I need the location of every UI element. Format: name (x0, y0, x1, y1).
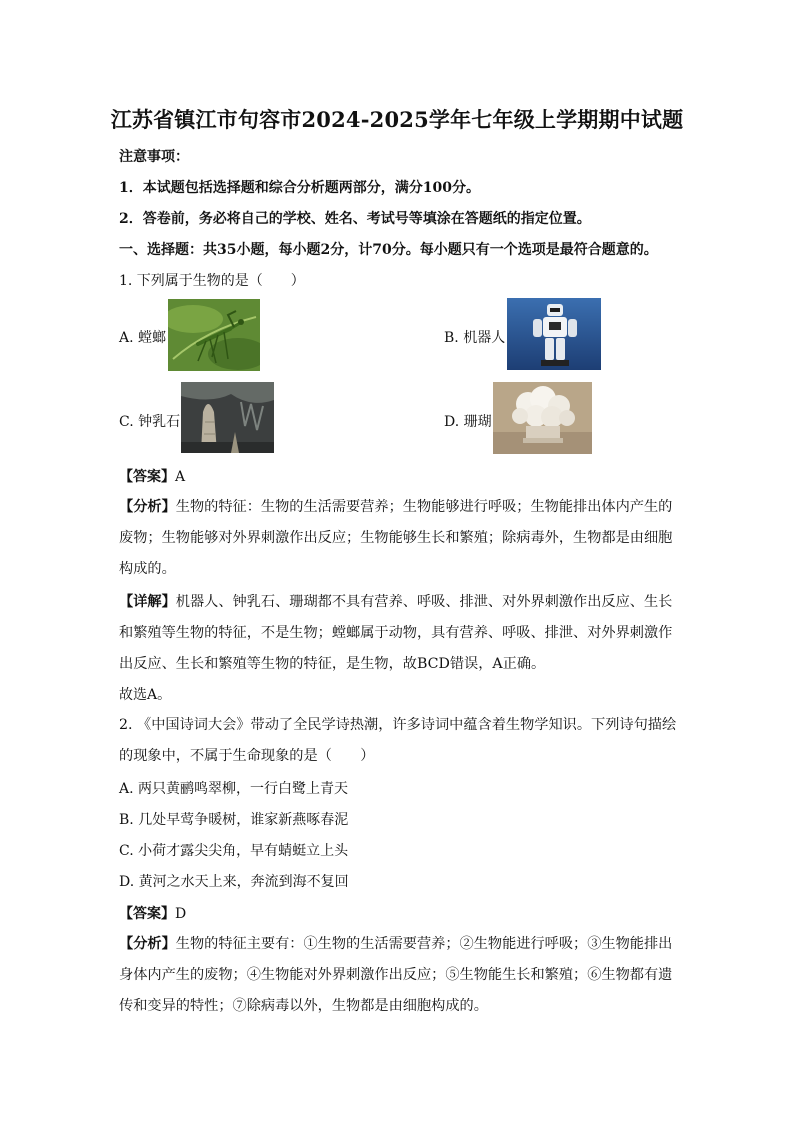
q2-analysis-line-2: 身体内产生的废物；④生物能对外界刺激作出反应；⑤生物能生长和繁殖；⑥生物都有遗 (119, 967, 673, 983)
answer-value: A (175, 469, 186, 485)
q1-analysis-line-3: 构成的。 (119, 561, 176, 577)
analysis-text: 生物的特征：生物的生活需要营养；生物能够进行呼吸；生物能排出体内产生的 (175, 499, 673, 515)
note-1: 1．本试题包括选择题和综合分析题两部分，满分100分。 (119, 180, 480, 196)
q1-analysis-line-2: 废物；生物能够对外界刺激作出反应；生物能够生长和繁殖；除病毒外，生物都是由细胞 (119, 530, 673, 546)
q1-option-a: A. 螳螂 (119, 330, 167, 346)
detail-text: 机器人、钟乳石、珊瑚都不具有营养、呼吸、排泄、对外界刺激作出反应、生长 (175, 594, 673, 610)
answer-tag: 【答案】 (119, 906, 175, 922)
q2-option-d: D. 黄河之水天上来，奔流到海不复回 (119, 874, 349, 890)
q1-stem: 1. 下列属于生物的是（ ） (119, 273, 305, 289)
q2-stem-line-1: 2. 《中国诗词大会》带动了全民学诗热潮，许多诗词中蕴含着生物学知识。下列诗句描绘 (119, 717, 677, 733)
q2-option-c: C. 小荷才露尖尖角，早有蜻蜓立上头 (119, 843, 349, 859)
page-title: 江苏省镇江市句容市2024-2025学年七年级上学期期中试题 (110, 107, 684, 132)
answer-value: D (175, 906, 187, 922)
notes-heading: 注意事项： (119, 149, 189, 165)
detail-tag: 【详解】 (119, 594, 176, 610)
q1-option-c: C. 钟乳石 (119, 414, 181, 430)
analysis-tag: 【分析】 (119, 936, 176, 952)
coral-image (493, 382, 592, 454)
note-2: 2．答卷前，务必将自己的学校、姓名、考试号等填涂在答题纸的指定位置。 (119, 211, 591, 227)
q2-analysis-line-1 (119, 934, 679, 954)
robot-image (507, 298, 601, 370)
q1-detail-line-1 (119, 592, 679, 612)
mantis-image (168, 299, 260, 371)
analysis-text: 生物的特征主要有：①生物的生活需要营养；②生物能进行呼吸；③生物能排出 (175, 936, 673, 952)
stalactite-image (181, 382, 274, 453)
analysis-tag: 【分析】 (119, 499, 176, 515)
q2-analysis-line-3: 传和变异的特性；⑦除病毒以外，生物都是由细胞构成的。 (119, 998, 488, 1014)
q2-answer (119, 903, 186, 923)
q2-option-b: B. 几处早莺争暖树，谁家新燕啄春泥 (119, 812, 349, 828)
q1-detail-line-2: 和繁殖等生物的特征，不是生物；螳螂属于动物，具有营养、呼吸、排泄、对外界刺激作 (119, 625, 673, 641)
q1-detail-line-3: 出反应、生长和繁殖等生物的特征，是生物，故BCD错误，A正确。 (119, 656, 546, 672)
answer-tag: 【答案】 (119, 469, 175, 485)
q1-option-d: D. 珊瑚 (444, 414, 492, 430)
q1-conclusion: 故选A。 (119, 687, 172, 703)
q1-answer (119, 466, 185, 486)
q2-stem-line-2: 的现象中，不属于生命现象的是（ ） (119, 748, 375, 764)
q2-option-a: A. 两只黄鹂鸣翠柳，一行白鹭上青天 (119, 781, 349, 797)
q1-option-b: B. 机器人 (444, 330, 506, 346)
section-heading: 一、选择题：共35小题，每小题2分，计70分。每小题只有一个选项是最符合题意的。 (119, 242, 658, 258)
q1-analysis-line-1 (119, 497, 679, 517)
